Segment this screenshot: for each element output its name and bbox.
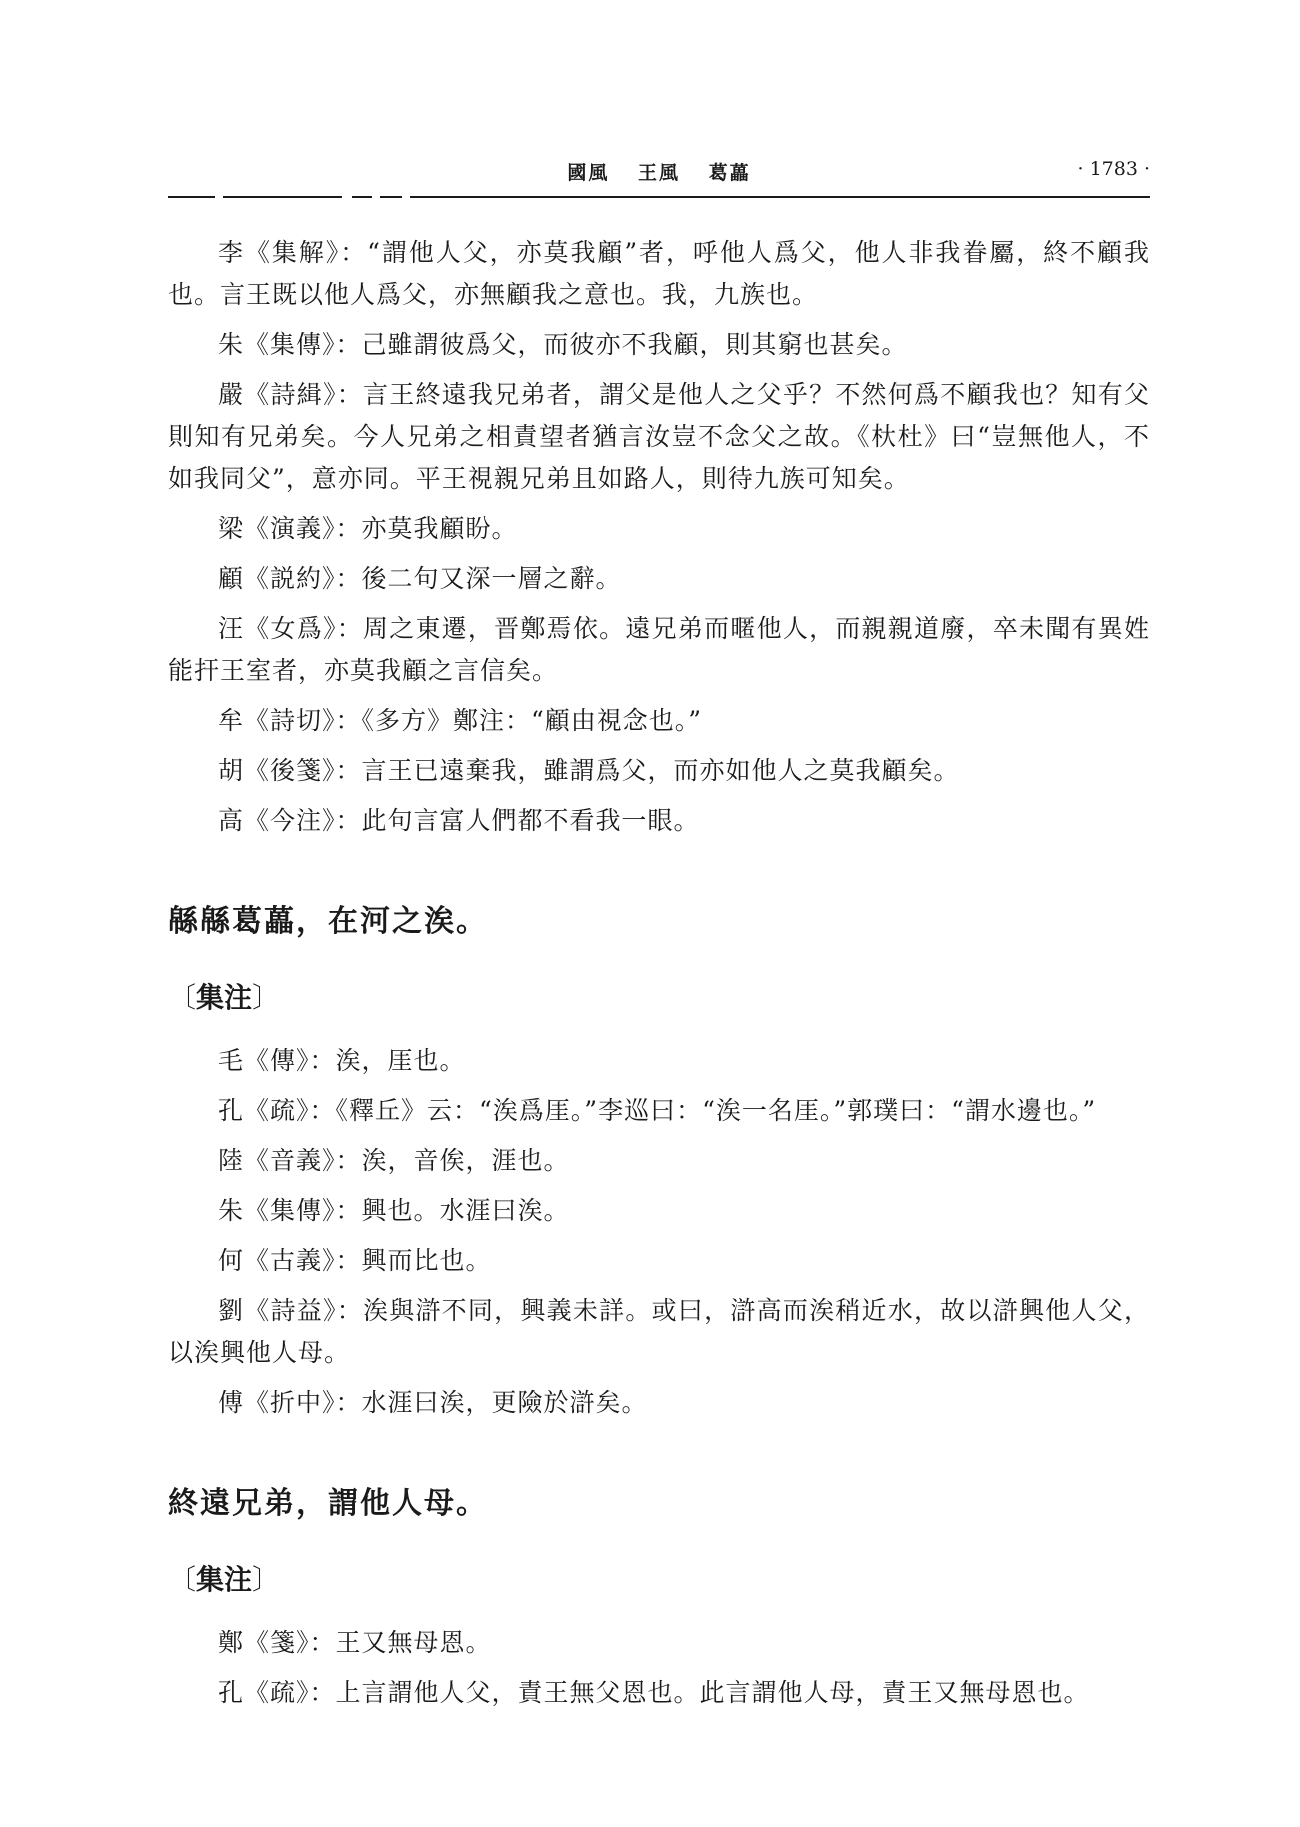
commentary-paragraph: 胡《後箋》：言王已遠棄我，雖謂爲父，而亦如他人之莫我顧矣。: [218, 756, 960, 785]
commentary-paragraph: 劉《詩益》：涘與滸不同，興義未詳。或曰，滸高而涘稍近水，故以滸興他人父，以涘興他人母。: [168, 1296, 1150, 1367]
bracket-close: 〕: [252, 1563, 281, 1596]
section-label-jizhu: [168, 1560, 1150, 1600]
commentary-paragraph: 嚴《詩緝》：言王終遠我兄弟者，謂父是他人之父乎？不然何爲不顧我也？知有父則知有兄弟矣。今人兄弟之相責望者猶言汝豈不念父之故。《杕杜》曰“豈無他人，不如我同父”，意亦同。平王視親兄弟且如路人，則待九族可知矣。: [168, 380, 1150, 493]
commentary-paragraph: 陸《音義》：涘，音俟，涯也。: [218, 1146, 570, 1175]
running-title-part: 國風: [567, 162, 610, 184]
commentary-paragraph: 毛《傳》：涘，厓也。: [218, 1046, 466, 1075]
header-rule-gap: [402, 194, 410, 200]
commentary-paragraph: 傅《折中》：水涯曰涘，更險於滸矣。: [218, 1388, 648, 1417]
section-label-text: 集注: [196, 981, 253, 1014]
commentary-paragraph: 高《今注》：此句言富人們都不看我一眼。: [218, 806, 700, 835]
commentary-paragraph: 李《集解》：“謂他人父，亦莫我顧”者，呼他人爲父，他人非我眷屬，終不顧我也。言王既以他人爲父，亦無顧我之意也。我，九族也。: [168, 238, 1150, 309]
running-title: [168, 158, 1150, 185]
verse-line: 終遠兄弟，謂他人母。: [168, 1486, 488, 1521]
running-title-part: 王風: [637, 162, 680, 184]
commentary-paragraph: 孔《疏》：上言謂他人父，責王無父恩也。此言謂他人母，責王又無母恩也。: [218, 1678, 1090, 1707]
commentary-paragraph: 汪《女爲》：周之東遷，晋鄭焉依。遠兄弟而暱他人，而親親道廢，卒未聞有異姓能扞王室者，亦莫我顧之言信矣。: [168, 614, 1150, 685]
running-title-part: 葛藟: [708, 162, 751, 184]
commentary-paragraph: 牟《詩切》：《多方》鄭注：“顧由視念也。”: [218, 706, 703, 735]
commentary-paragraph: 何《古義》：興而比也。: [218, 1246, 492, 1275]
header-rule-gap: [372, 194, 380, 200]
header-rule: [168, 196, 1150, 198]
header-rule-gap: [215, 194, 223, 200]
section-label-jizhu: [168, 978, 1150, 1018]
verse-line: 緜緜葛藟，在河之涘。: [168, 904, 488, 939]
commentary-paragraph: 梁《演義》：亦莫我顧盼。: [218, 514, 518, 543]
running-header: [168, 158, 1150, 186]
section-label-text: 集注: [196, 1563, 253, 1596]
page-body: [168, 232, 1150, 1722]
commentary-paragraph: 顧《説約》：後二句又深一層之辭。: [218, 564, 622, 593]
commentary-paragraph: 鄭《箋》：王又無母恩。: [218, 1628, 492, 1657]
commentary-paragraph: 孔《疏》：《釋丘》云：“涘爲厓。”李巡曰：“涘一名厓。”郭璞曰：“謂水邊也。”: [218, 1096, 1097, 1125]
bracket-open: 〔: [168, 1563, 197, 1596]
commentary-paragraph: 朱《集傳》：己雖謂彼爲父，而彼亦不我顧，則其窮也甚矣。: [218, 330, 908, 359]
commentary-paragraph: 朱《集傳》：興也。水涯曰涘。: [218, 1196, 570, 1225]
header-rule-gap: [342, 194, 352, 200]
bracket-open: 〔: [168, 981, 197, 1014]
page-number: · 1783 ·: [1077, 158, 1150, 180]
bracket-close: 〕: [252, 981, 281, 1014]
